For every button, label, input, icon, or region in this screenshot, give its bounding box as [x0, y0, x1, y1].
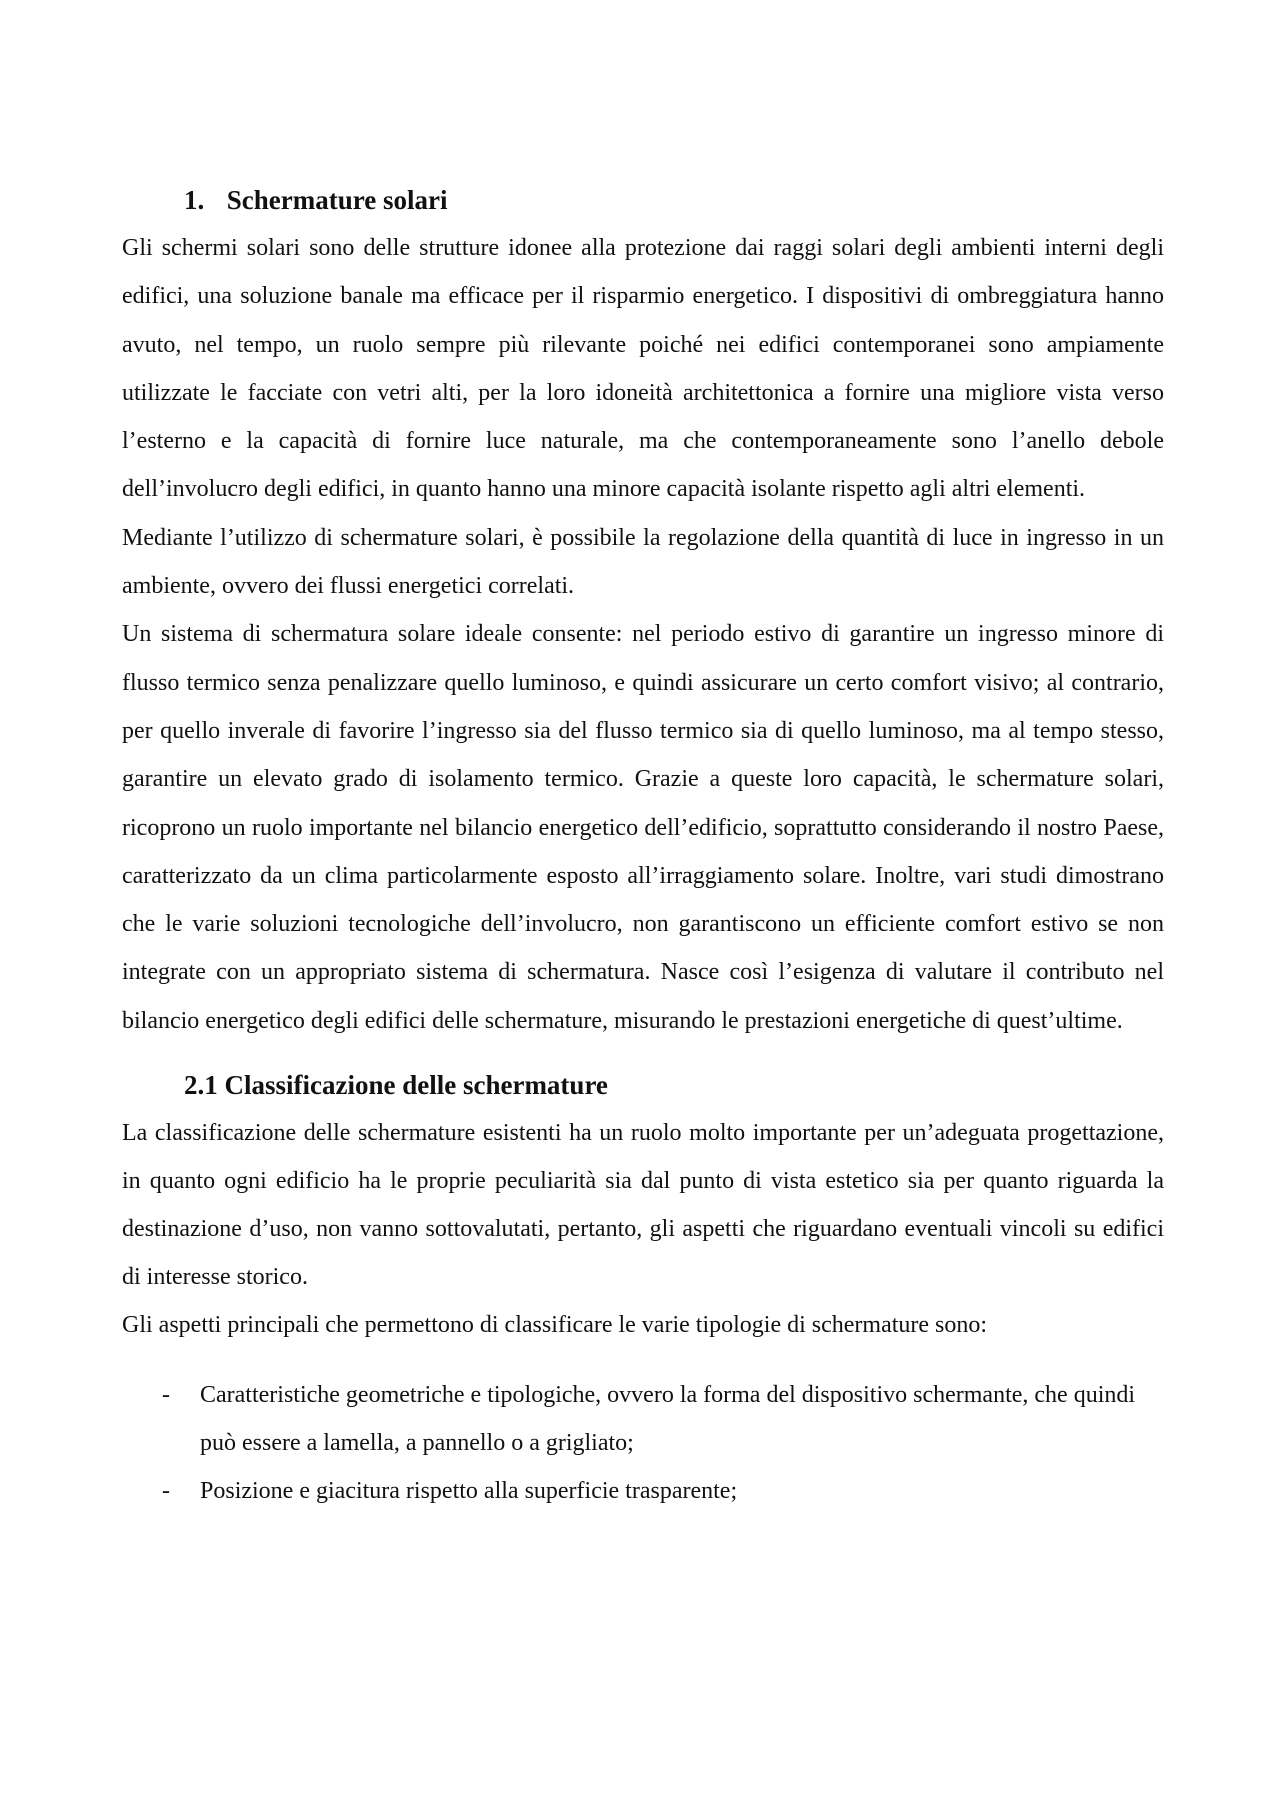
- list-item-text: Caratteristiche geometriche e tipologiche, ovvero la forma del dispositivo schermante, che quindi può essere a lamella, a pannello o a grigliato;: [200, 1382, 1136, 1457]
- section-1-heading: [122, 176, 1164, 224]
- list-item-text: Posizione e giacitura rispetto alla superficie trasparente;: [200, 1478, 738, 1505]
- section-1-paragraph: Gli schermi solari sono delle strutture idonee alla protezione dai raggi solari degli ambienti interni degli edifici, una soluzione banale ma efficace per il risparmio energetico. I dispositivi di ombreggiatura hanno avuto, nel tempo, un ruolo sempre più rilevante poiché nei edifici contemporanei sono ampiamente utilizzate le facciate con vetri alti, per la loro idoneità architettonica a fornire una migliore vista verso l’esterno e la capacità di fornire luce naturale, ma che contemporaneamente sono l’anello debole dell’involucro degli edifici, in quanto hanno una minore capacità isolante rispetto agli altri elementi.: [122, 235, 1164, 503]
- section-2-1-heading: 2.1 Classificazione delle schermature: [184, 1070, 608, 1101]
- page-content: [122, 176, 1164, 1515]
- list-dash-marker: -: [162, 1382, 170, 1409]
- section-1-paragraph: Un sistema di schermatura solare ideale consente: nel periodo estivo di garantire un ingresso minore di flusso termico senza penalizzare quello luminoso, e quindi assicurare un certo comfort visivo; al contrario, per quello inverale di favorire l’ingresso sia del flusso termico sia di quello luminoso, ma al tempo stesso, garantire un elevato grado di isolamento termico. Grazie a queste loro capacità, le schermature solari, ricoprono un ruolo importante nel bilancio energetico dell’edificio, soprattutto considerando il nostro Paese, caratterizzato da un clima particolarmente esposto all’irraggiamento solare. Inoltre, vari studi dimostrano che le varie soluzioni tecnologiche dell’involucro, non garantiscono un efficiente comfort estivo se non integrate con un appropriato sistema di schermatura. Nasce così l’esigenza di valutare il contributo nel bilancio energetico degli edifici delle schermature, misurando le prestazioni energetiche di quest’ultime.: [122, 621, 1164, 1034]
- classification-aspects-list: [122, 1371, 1164, 1515]
- section-1-title: Schermature solari: [226, 185, 448, 215]
- section-1-paragraph: Mediante l’utilizzo di schermature solari, è possibile la regolazione della quantità di luce in ingresso in un ambiente, ovvero dei flussi energetici correlati.: [122, 524, 1164, 600]
- section-1-number: 1.: [184, 185, 205, 215]
- section-schermature-solari: [122, 176, 1164, 1045]
- section-classificazione: [122, 1061, 1164, 1515]
- list-dash-marker: -: [162, 1478, 170, 1505]
- list-item: [122, 1467, 1164, 1515]
- list-item: [122, 1371, 1164, 1467]
- section-2-paragraph: Gli aspetti principali che permettono di classificare le varie tipologie di schermature sono:: [122, 1312, 988, 1339]
- section-2-paragraph: La classificazione delle schermature esistenti ha un ruolo molto importante per un’adeguata progettazione, in quanto ogni edificio ha le proprie peculiarità sia dal punto di vista estetico sia per quanto riguarda la destinazione d’uso, non vanno sottovalutati, pertanto, gli aspetti che riguardano eventuali vincoli su edifici di interesse storico.: [122, 1120, 1164, 1291]
